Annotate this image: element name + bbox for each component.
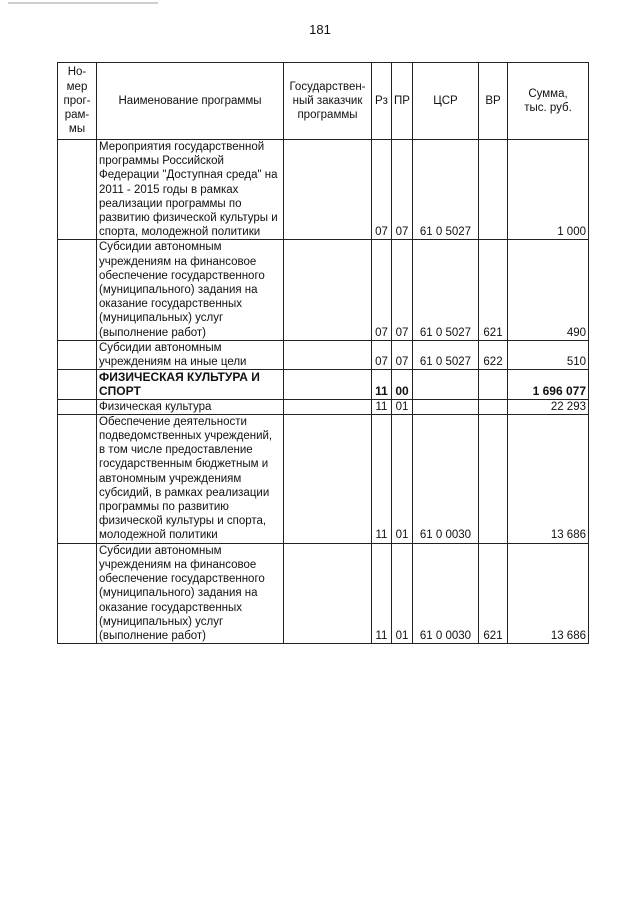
program-name-cell: Физическая культура [97, 399, 284, 414]
program-name-cell: Обеспечение деятельности подведомственных учреждений, в том числе предоставление государственным бюджетным и автономным учреждениям субсидий, в рамках реализации программы по развитию физической культуры и спорта, молодежной политики [97, 414, 284, 543]
table-row [58, 399, 589, 414]
customer-cell [284, 399, 372, 414]
table-row [58, 543, 589, 643]
program-name-cell: Мероприятия государственной программы Российской Федерации "Доступная среда" на 2011 - 2015 годы в рамках реализации программы по развитию физической культуры и спорта, молодежной политики [97, 140, 284, 240]
csr-cell [413, 399, 479, 414]
header-rz: Рз [372, 63, 392, 140]
rz-cell: 11 [372, 399, 392, 414]
rz-cell: 07 [372, 140, 392, 240]
table-row [58, 140, 589, 240]
rz-cell: 11 [372, 543, 392, 643]
program-name-cell: Субсидии автономным учреждениям на финансовое обеспечение государственного (муниципального) задания на оказание государственных (муниципальных) услуг (выполнение работ) [97, 240, 284, 340]
section-name-cell: ФИЗИЧЕСКАЯ КУЛЬТУРА И СПОРТ [97, 370, 284, 399]
table-row [58, 414, 589, 543]
vr-cell [479, 399, 508, 414]
header-pr: ПР [392, 63, 413, 140]
sum-cell: 13 686 [508, 543, 589, 643]
pr-cell: 00 [392, 370, 413, 399]
csr-cell [413, 370, 479, 399]
sum-cell: 1 000 [508, 140, 589, 240]
budget-table [57, 62, 589, 644]
sum-cell: 510 [508, 340, 589, 369]
pr-cell: 07 [392, 140, 413, 240]
csr-cell: 61 0 0030 [413, 543, 479, 643]
sum-cell: 490 [508, 240, 589, 340]
customer-cell [284, 370, 372, 399]
customer-cell [284, 140, 372, 240]
rz-cell: 07 [372, 340, 392, 369]
rz-cell: 11 [372, 414, 392, 543]
vr-cell [479, 414, 508, 543]
customer-cell [284, 240, 372, 340]
customer-cell [284, 414, 372, 543]
vr-cell: 621 [479, 240, 508, 340]
section-row [58, 370, 589, 399]
program-number-cell [58, 370, 97, 399]
table-row [58, 240, 589, 340]
scan-artifact-bar [8, 2, 158, 4]
sum-cell: 1 696 077 [508, 370, 589, 399]
pr-cell: 01 [392, 543, 413, 643]
header-program-name: Наименование программы [97, 63, 284, 140]
header-program-number: Но- мер прог- рам- мы [58, 63, 97, 140]
pr-cell: 07 [392, 240, 413, 340]
csr-cell: 61 0 5027 [413, 240, 479, 340]
program-number-cell [58, 240, 97, 340]
program-number-cell [58, 414, 97, 543]
customer-cell [284, 340, 372, 369]
header-sum: Сумма, тыс. руб. [508, 63, 589, 140]
csr-cell: 61 0 0030 [413, 414, 479, 543]
rz-cell: 11 [372, 370, 392, 399]
vr-cell: 622 [479, 340, 508, 369]
csr-cell: 61 0 5027 [413, 140, 479, 240]
csr-cell: 61 0 5027 [413, 340, 479, 369]
program-number-cell [58, 399, 97, 414]
program-number-cell [58, 340, 97, 369]
program-number-cell [58, 543, 97, 643]
page-number: 181 [309, 22, 331, 37]
pr-cell: 07 [392, 340, 413, 369]
customer-cell [284, 543, 372, 643]
vr-cell [479, 370, 508, 399]
pr-cell: 01 [392, 399, 413, 414]
table-row [58, 340, 589, 369]
rz-cell: 07 [372, 240, 392, 340]
header-vr: ВР [479, 63, 508, 140]
program-name-cell: Субсидии автономным учреждениям на иные цели [97, 340, 284, 369]
sum-cell: 13 686 [508, 414, 589, 543]
sum-cell: 22 293 [508, 399, 589, 414]
program-name-cell: Субсидии автономным учреждениям на финансовое обеспечение государственного (муниципального) задания на оказание государственных (муниципальных) услуг (выполнение работ) [97, 543, 284, 643]
pr-cell: 01 [392, 414, 413, 543]
header-customer: Государствен- ный заказчик программы [284, 63, 372, 140]
vr-cell: 621 [479, 543, 508, 643]
header-csr: ЦСР [413, 63, 479, 140]
table-header-row [58, 63, 589, 140]
vr-cell [479, 140, 508, 240]
program-number-cell [58, 140, 97, 240]
